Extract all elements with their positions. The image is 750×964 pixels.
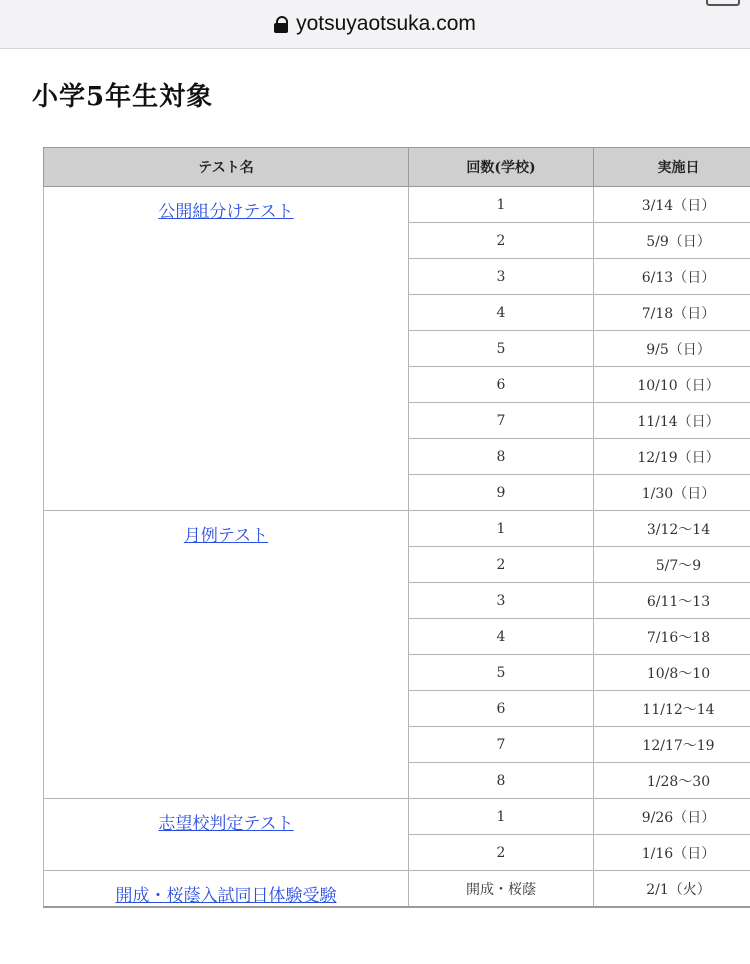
date-cell: 12/17～19: [594, 727, 750, 763]
count-cell: 5: [409, 331, 594, 367]
count-cell: 8: [409, 763, 594, 799]
date-cell: 3/14（日）: [594, 187, 750, 223]
test-name-link[interactable]: 公開組分けテスト: [158, 202, 294, 222]
page-title: 小学5年生対象: [32, 82, 214, 112]
count-cell: 9: [409, 475, 594, 511]
test-name-cell: [44, 511, 409, 799]
test-name-link[interactable]: 月例テスト: [183, 526, 269, 546]
date-cell: 12/19（日）: [594, 439, 750, 475]
test-name-cell: [44, 187, 409, 511]
count-cell: 2: [409, 223, 594, 259]
count-cell: 1: [409, 187, 594, 223]
lock-icon: [274, 16, 288, 32]
table-row: [44, 187, 750, 223]
count-cell: 6: [409, 691, 594, 727]
test-name-cell: [44, 871, 409, 908]
test-name-link[interactable]: 志望校判定テスト: [158, 814, 294, 834]
date-cell: 7/18（日）: [594, 295, 750, 331]
battery-icon: [706, 0, 740, 6]
count-cell: 3: [409, 259, 594, 295]
date-cell: 5/9（日）: [594, 223, 750, 259]
count-cell: 8: [409, 439, 594, 475]
address-field[interactable]: [0, 12, 750, 36]
date-cell: 6/11～13: [594, 583, 750, 619]
date-cell: 9/26（日）: [594, 799, 750, 835]
date-cell: 11/14（日）: [594, 403, 750, 439]
table-row: [44, 511, 750, 547]
test-schedule-table: [43, 147, 750, 908]
count-cell: 7: [409, 403, 594, 439]
count-cell: 開成・桜蔭: [409, 871, 594, 908]
test-name-cell: [44, 799, 409, 871]
count-cell: 7: [409, 727, 594, 763]
url-text: yotsuyaotsuka.com: [296, 12, 476, 35]
count-cell: 2: [409, 835, 594, 871]
count-cell: 6: [409, 367, 594, 403]
date-cell: 6/13（日）: [594, 259, 750, 295]
table-body: [44, 187, 750, 908]
count-cell: 2: [409, 547, 594, 583]
count-cell: 5: [409, 655, 594, 691]
date-cell: 5/7～9: [594, 547, 750, 583]
date-cell: 11/12～14: [594, 691, 750, 727]
header-test-name: テスト名: [44, 148, 409, 187]
count-cell: 4: [409, 295, 594, 331]
date-cell: 10/8～10: [594, 655, 750, 691]
header-count: 回数(学校): [409, 148, 594, 187]
count-cell: 1: [409, 799, 594, 835]
date-cell: 1/28～30: [594, 763, 750, 799]
count-cell: 3: [409, 583, 594, 619]
date-cell: 3/12～14: [594, 511, 750, 547]
date-cell: 1/30（日）: [594, 475, 750, 511]
date-cell: 2/1（火）: [594, 871, 750, 908]
date-cell: 1/16（日）: [594, 835, 750, 871]
date-cell: 7/16～18: [594, 619, 750, 655]
status-bar: [0, 0, 750, 6]
test-name-link[interactable]: 開成・桜蔭入試同日体験受験: [115, 886, 337, 906]
browser-url-bar[interactable]: [0, 0, 750, 49]
count-cell: 4: [409, 619, 594, 655]
header-date: 実施日: [594, 148, 750, 187]
date-cell: 9/5（日）: [594, 331, 750, 367]
count-cell: 1: [409, 511, 594, 547]
table-header-row: [44, 148, 750, 187]
table-row: [44, 799, 750, 835]
date-cell: 10/10（日）: [594, 367, 750, 403]
table-row: [44, 871, 750, 908]
